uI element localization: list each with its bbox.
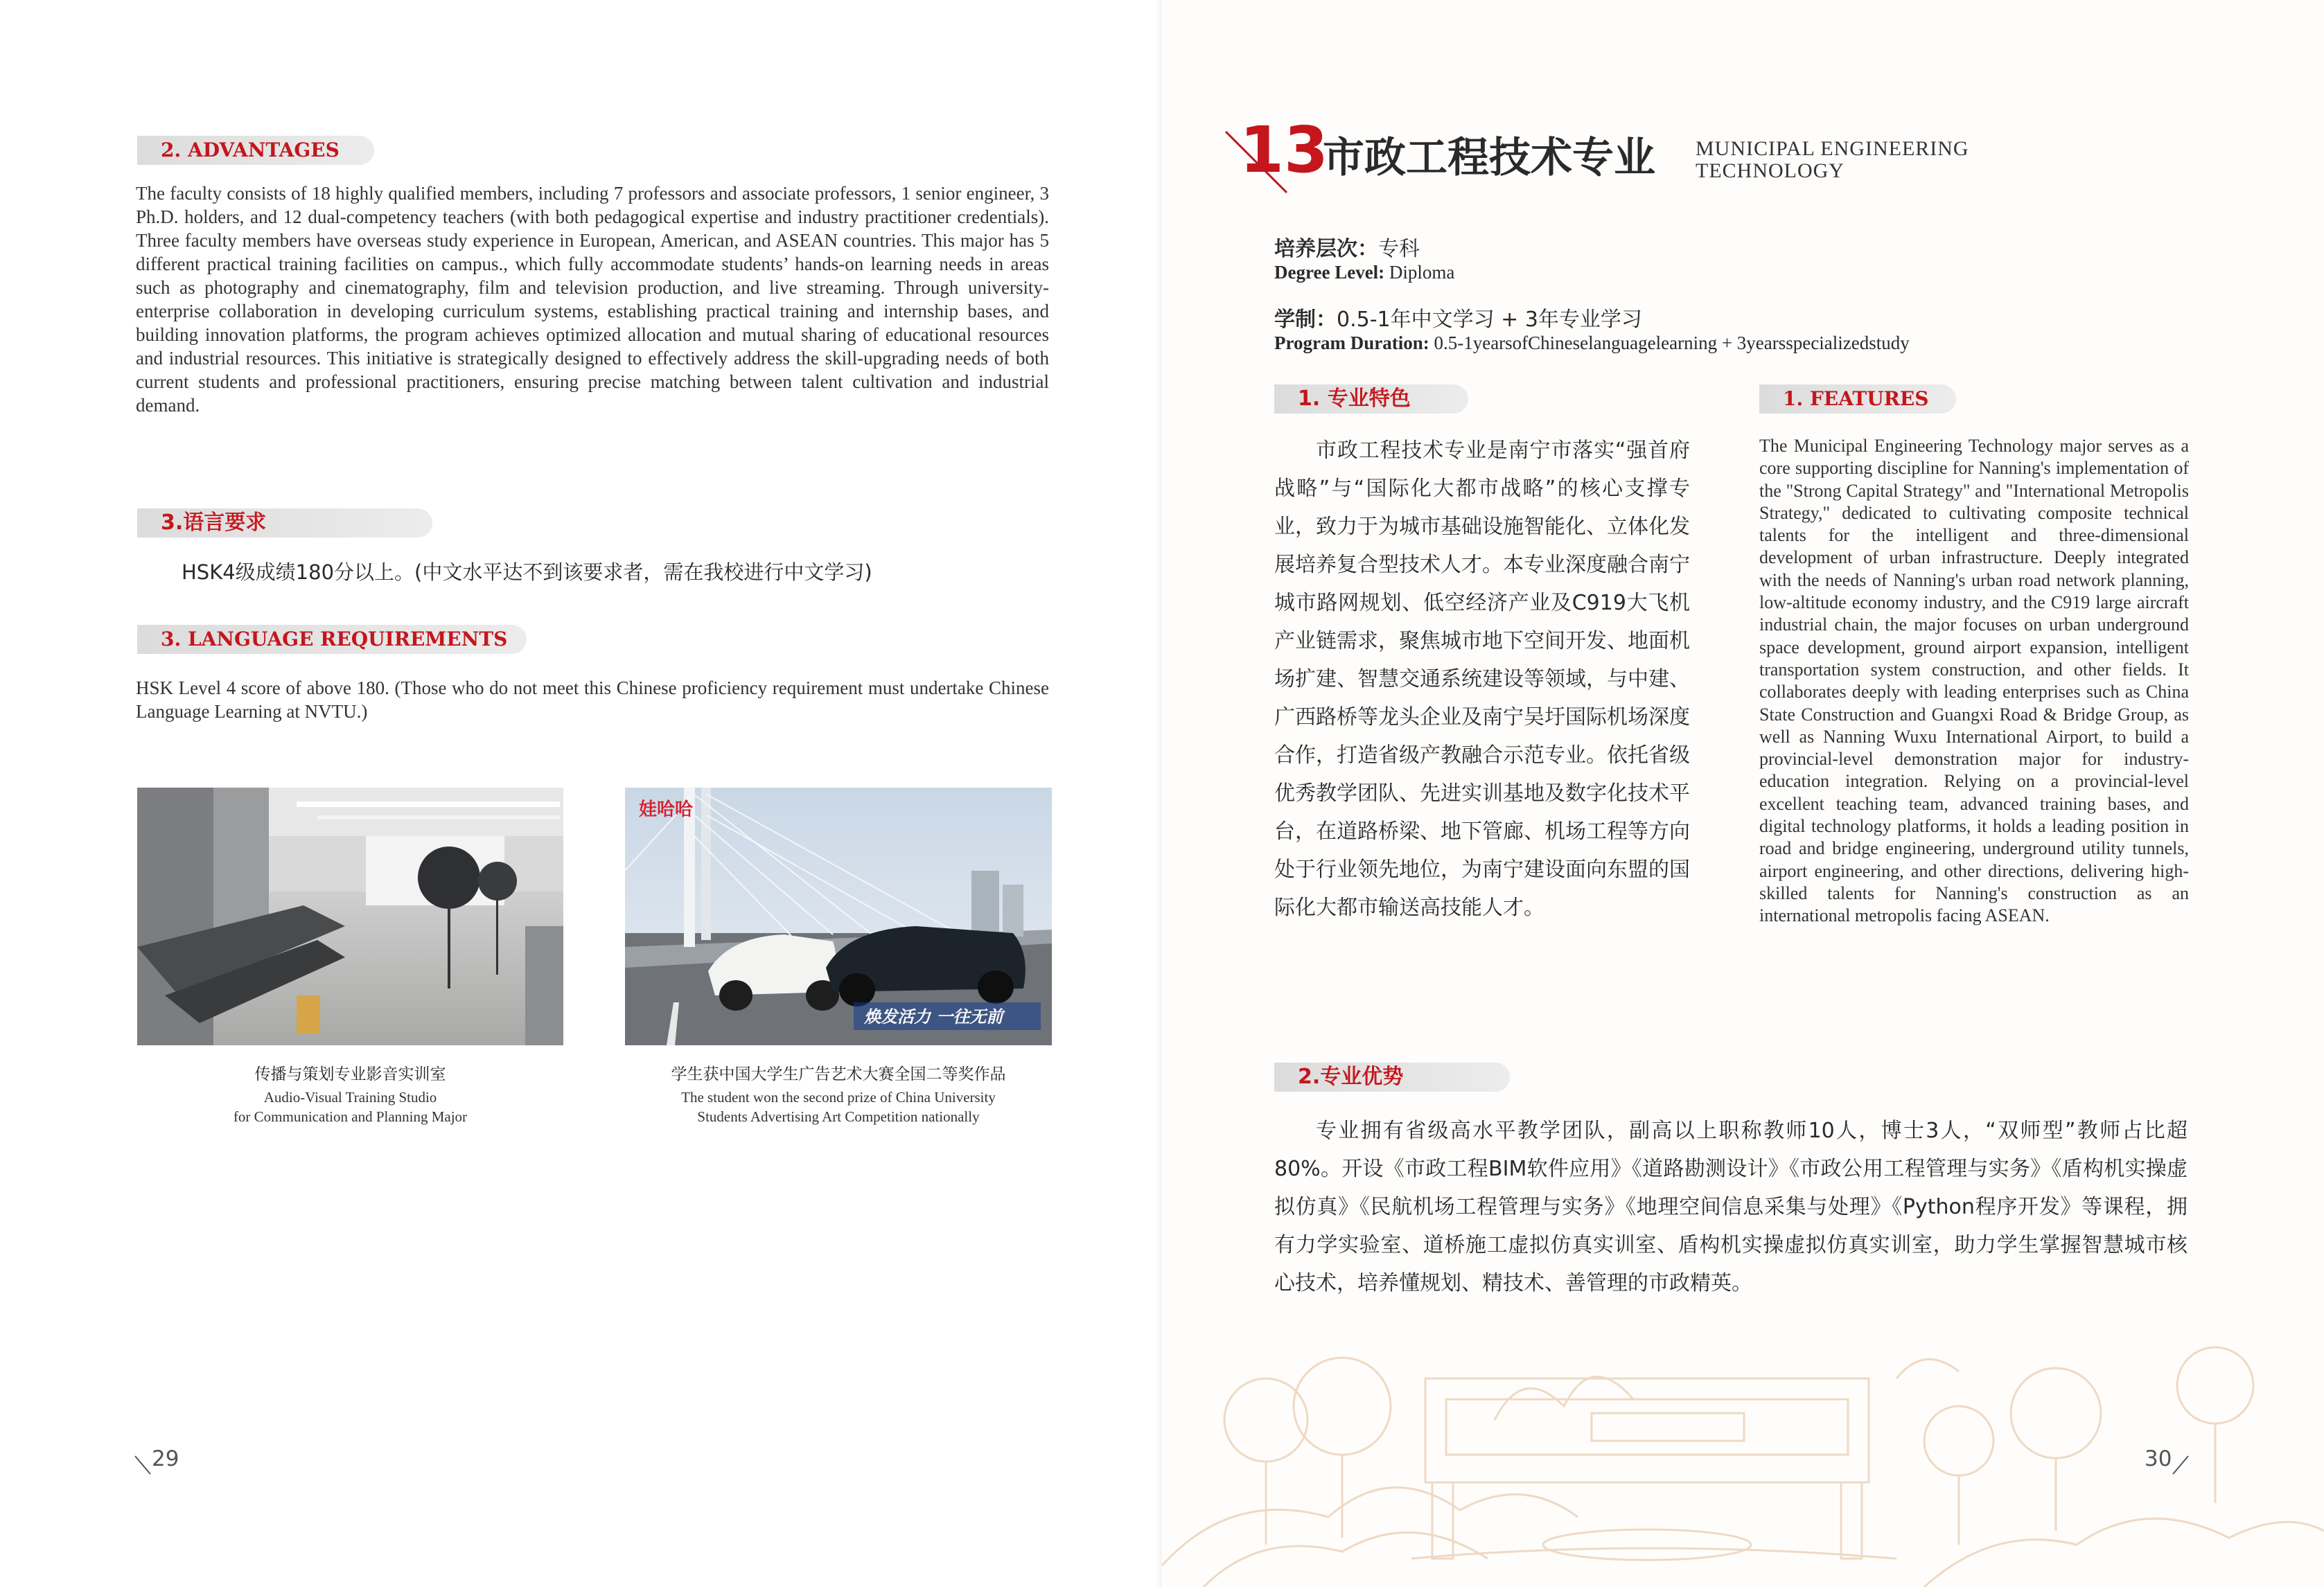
advantages-heading: 2. ADVANTAGES [137,136,374,165]
duration-en-value: 0.5-1yearsofChineselanguagelearning + 3yearsspecializedstudy [1434,333,1910,353]
award-photo-image [625,788,1052,1045]
degree-level-en-label: Degree Level: [1274,262,1389,283]
language-cn-heading: 3.语言要求 [137,508,432,538]
degree-level-en-value: Diploma [1389,262,1455,283]
studio-caption-en-line-2: for Communication and Planning Major [233,1108,468,1125]
studio-photo-image [137,788,563,1045]
features-cn-heading: 1. 专业特色 [1274,384,1468,414]
studio-caption-cn: 传播与策划专业影音实训室 [254,1065,446,1083]
advantages-cn-body: 专业拥有省级高水平教学团队，副高以上职称教师10人，博士3人，“双师型”教师占比超80%。开设《市政工程BIM软件应用》《道路勘测设计》《市政公用工程管理与实务》《盾构机实操虚拟仿真》《民航机场工程管理与实务》《地理空间信息采集与处理》《Python程序开发》等课程，拥有力学实验室、道桥施工虚拟仿真实训室、盾构机实操虚拟仿真实训室，助力学生掌握智慧城市核心技术，培养懂规划、精技术、善管理的市政精英。 [1274,1119,2187,1295]
right-page [1162,0,2324,1587]
award-photo [625,788,1052,1045]
duration-cn [1274,302,1642,333]
major-number: 13 [1240,113,1329,187]
award-caption-en-line-1: The student won the second prize of China University [681,1089,996,1106]
language-en-heading: 3. LANGUAGE REQUIREMENTS [137,625,527,654]
features-cn-body: 市政工程技术专业是南宁市落实“强首府战略”与“国际化大都市战略”的核心支撑专业，致力于为城市基础设施智能化、立体化发展培养复合型技术人才。本专业深度融合南宁城市路网规划、低空经济产业及C919大飞机产业链需求，聚焦城市地下空间开发、地面机场扩建、智慧交通系统建设等领域，与中建、广西路桥等龙头企业及南宁吴圩国际机场深度合作，打造省级产教融合示范专业。依托省级优秀教学团队、先进实训基地及数字化技术平台，在道路桥梁、地下管廊、机场工程等方向处于行业领先地位，为南宁建设面向东盟的国际化大都市输送高技能人才。 [1274,438,1690,920]
award-caption-cn: 学生获中国大学生广告艺术大赛全国二等奖作品 [671,1065,1006,1083]
studio-photo [137,788,563,1045]
duration-cn-value: 0.5-1年中文学习 + 3年专业学习 [1337,308,1642,332]
page-number-30: 30 [2145,1446,2172,1471]
degree-level-en [1274,262,1454,283]
studio-caption-en-line-1: Audio-Visual Training Studio [263,1089,437,1106]
award-slogan: 焕发活力 一往无前 [864,1007,1003,1027]
degree-level-cn-value: 专科 [1378,237,1420,261]
page-number-29: 29 [152,1446,179,1471]
page-number-slash-right [2172,1449,2190,1477]
duration-en-label: Program Duration: [1274,333,1434,353]
page-number-slash-left [134,1449,152,1477]
major-title-cn: 市政工程技术专业 [1323,134,1655,182]
advantages-body: The faculty consists of 18 highly qualified members, including 7 professors and associate professors, 1 senior engineer, 3 Ph.D. holders, and 12 dual-competency teachers (with both pedagogical expertise and industry practitioner credentials). Three faculty members have overseas study experience in European, American, and ASEAN countries. This major has 5 different practical training facilities on campus., which fully accommodate students’ hands-on learning needs in areas such as photography and cinematography, film and television production, and live streaming. Through university-enterprise collaboration in developing curriculum systems, establishing practical training and internship bases, and building innovation platforms, the program achieves optimized allocation and mutual sharing of educational resources and industrial resources. This initiative is strategically designed to effectively address the skill-upgrading needs of both current students and professional practitioners, ensuring precise matching between talent cultivation and industrial demand. [136,183,1049,416]
page-number-left [134,1446,179,1477]
features-en-body: The Municipal Engineering Technology major serves as a core supporting discipline for Nanning's implementation of the "Strong Capital Strategy" and "International Metropolis Strategy," dedicated to cultivating composite technical talents for the intelligent and three-dimensional development of urban infrastructure. Deeply integrated with the needs of Nanning's urban road network planning, low-altitude economy industry, and the C919 large aircraft industrial chain, the major focuses on urban underground space development, ground airport expansion, intelligent transportation system construction, and other fields. It collaborates deeply with leading enterprises such as China State Construction and Guangxi Road & Bridge Group, as well as Nanning Wuxu International Airport, to build a provincial-level demonstration major for industry-education integration. Relying on a provincial-level excellent teaching team, advanced training bases, and digital technology platforms, it holds a leading position in road and bridge engineering, underground utility tunnels, airport engineering, and other directions, delivering high-skilled talents for Nanning's construction as an international metropolis facing ASEAN. [1759,436,2189,926]
degree-level-cn [1274,231,1420,262]
duration-en [1274,333,1910,354]
language-cn-body: HSK4级成绩180分以上。(中文水平达不到该要求者，需在我校进行中文学习) [182,560,872,584]
award-caption-en-line-2: Students Advertising Art Competition nationally [697,1108,980,1125]
language-en-body: HSK Level 4 score of above 180. (Those who do not meet this Chinese proficiency requirement must undertake Chinese Language Learning at NVTU.) [136,677,1049,722]
major-title-en-line-1: MUNICIPAL ENGINEERING [1696,137,1969,160]
major-title-en-line-2: TECHNOLOGY [1696,159,1845,182]
features-en-heading: 1. FEATURES [1759,384,1956,414]
duration-cn-label: 学制： [1274,308,1337,332]
award-logo: 娃哈哈 [639,799,694,820]
degree-level-cn-label: 培养层次： [1274,237,1378,261]
advantages-cn-heading: 2.专业优势 [1274,1063,1510,1092]
page-number-right [2145,1446,2190,1477]
